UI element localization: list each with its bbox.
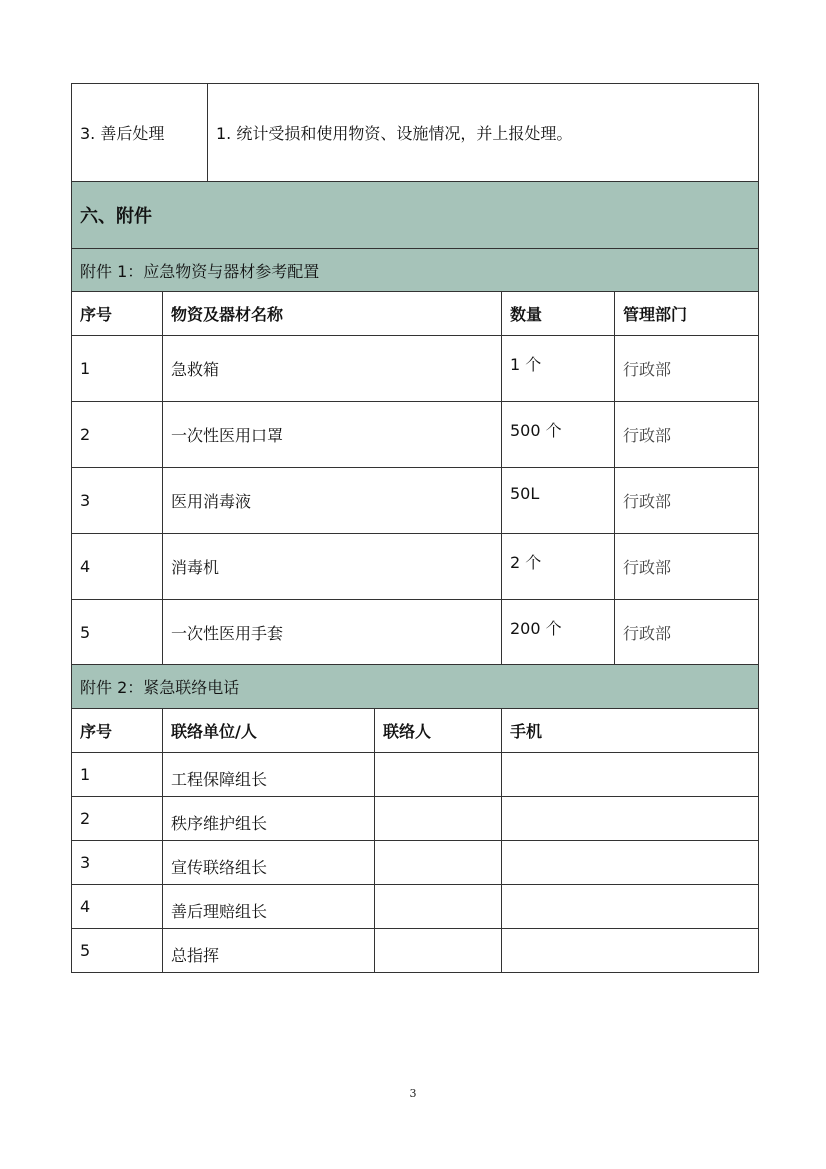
header-no: 序号 <box>72 709 163 753</box>
aftermath-table <box>71 83 759 182</box>
cell-dept: 行政部 <box>615 402 759 468</box>
header-no: 序号 <box>72 292 163 336</box>
cell-contact <box>375 797 502 841</box>
cell-no: 4 <box>72 534 163 600</box>
section6-title: 六、附件 <box>72 182 759 249</box>
cell-contact <box>375 841 502 885</box>
aftermath-row <box>72 84 759 182</box>
header-qty: 数量 <box>502 292 615 336</box>
table-row <box>72 753 759 797</box>
annex2-table <box>71 664 759 973</box>
cell-dept: 行政部 <box>615 336 759 402</box>
table-row <box>72 600 759 666</box>
cell-no: 3 <box>72 468 163 534</box>
annex1-title-row <box>72 249 759 292</box>
cell-no: 5 <box>72 600 163 666</box>
cell-qty: 1 个 <box>502 336 615 402</box>
aftermath-label: 3. 善后处理 <box>72 84 208 182</box>
table-row <box>72 402 759 468</box>
cell-phone <box>502 797 759 841</box>
cell-no: 4 <box>72 885 163 929</box>
cell-name: 一次性医用手套 <box>163 600 502 666</box>
cell-unit: 宣传联络组长 <box>163 841 375 885</box>
cell-phone <box>502 929 759 973</box>
cell-name: 一次性医用口罩 <box>163 402 502 468</box>
cell-unit: 总指挥 <box>163 929 375 973</box>
cell-contact <box>375 753 502 797</box>
cell-qty: 500 个 <box>502 402 615 468</box>
annex1-table <box>71 181 759 666</box>
table-row <box>72 885 759 929</box>
annex1-title: 附件 1：应急物资与器材参考配置 <box>72 249 759 292</box>
annex2-title: 附件 2：紧急联络电话 <box>72 665 759 709</box>
annex1-header-row <box>72 292 759 336</box>
cell-phone <box>502 885 759 929</box>
cell-name: 急救箱 <box>163 336 502 402</box>
cell-qty: 2 个 <box>502 534 615 600</box>
cell-no: 2 <box>72 797 163 841</box>
header-unit: 联络单位/人 <box>163 709 375 753</box>
cell-unit: 工程保障组长 <box>163 753 375 797</box>
table-row <box>72 841 759 885</box>
cell-phone <box>502 841 759 885</box>
cell-no: 1 <box>72 336 163 402</box>
cell-qty: 50L <box>502 468 615 534</box>
header-phone: 手机 <box>502 709 759 753</box>
cell-contact <box>375 885 502 929</box>
table-row <box>72 929 759 973</box>
cell-no: 1 <box>72 753 163 797</box>
cell-name: 医用消毒液 <box>163 468 502 534</box>
header-name: 物资及器材名称 <box>163 292 502 336</box>
table-row <box>72 468 759 534</box>
page-number: 3 <box>409 1087 417 1100</box>
table-row <box>72 797 759 841</box>
aftermath-content: 1. 统计受损和使用物资、设施情况，并上报处理。 <box>208 84 759 182</box>
header-dept: 管理部门 <box>615 292 759 336</box>
cell-qty: 200 个 <box>502 600 615 666</box>
cell-unit: 秩序维护组长 <box>163 797 375 841</box>
cell-unit: 善后理赔组长 <box>163 885 375 929</box>
annex2-header-row <box>72 709 759 753</box>
section6-title-row <box>72 182 759 249</box>
cell-no: 2 <box>72 402 163 468</box>
cell-contact <box>375 929 502 973</box>
cell-dept: 行政部 <box>615 468 759 534</box>
cell-phone <box>502 753 759 797</box>
cell-dept: 行政部 <box>615 534 759 600</box>
annex2-title-row <box>72 665 759 709</box>
cell-dept: 行政部 <box>615 600 759 666</box>
cell-no: 3 <box>72 841 163 885</box>
table-row <box>72 534 759 600</box>
header-contact: 联络人 <box>375 709 502 753</box>
cell-no: 5 <box>72 929 163 973</box>
table-row <box>72 336 759 402</box>
cell-name: 消毒机 <box>163 534 502 600</box>
